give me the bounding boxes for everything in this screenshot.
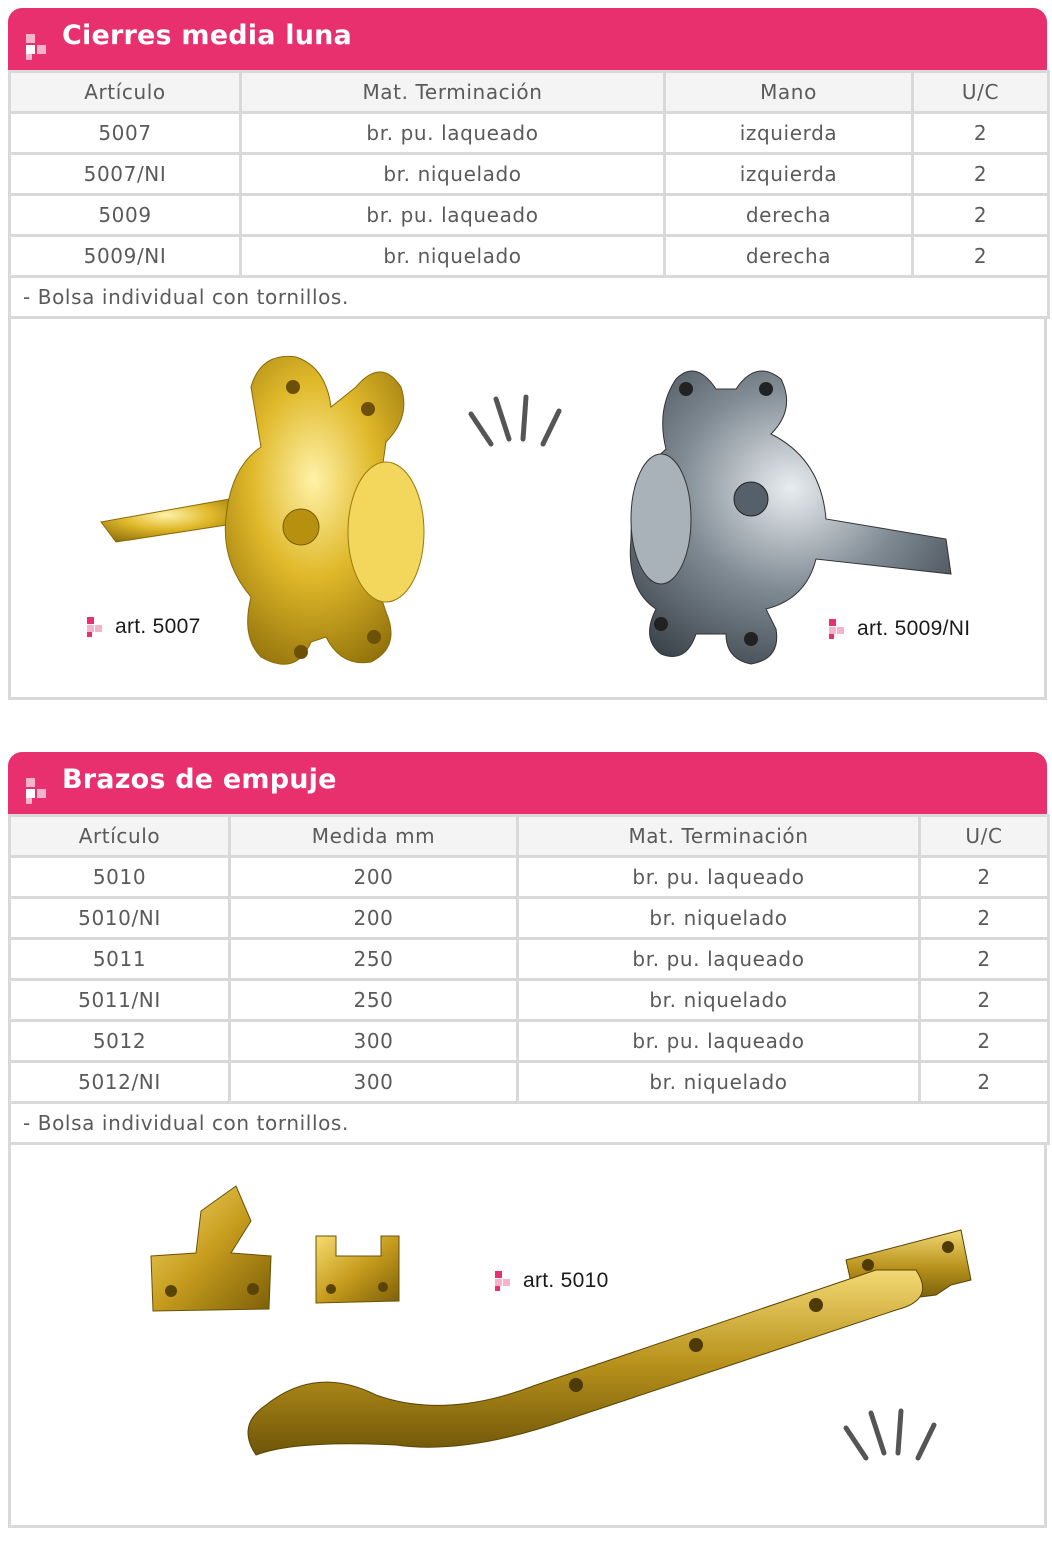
- cell-uc: 2: [913, 236, 1049, 277]
- cell-uc: 2: [920, 1021, 1049, 1062]
- cell-terminacion: br. niquelado: [518, 898, 920, 939]
- cell-articulo: 5007: [10, 113, 241, 154]
- cell-terminacion: br. pu. laqueado: [518, 939, 920, 980]
- cell-terminacion: br. pu. laqueado: [241, 113, 665, 154]
- note-row: [10, 1103, 1049, 1144]
- cell-terminacion: br. pu. laqueado: [518, 1021, 920, 1062]
- packaging-note: - Bolsa individual con tornillos.: [10, 1103, 1049, 1144]
- product-table: [8, 70, 1050, 319]
- cell-terminacion: br. niquelado: [241, 236, 665, 277]
- cell-uc: 2: [920, 980, 1049, 1021]
- caption-art-5010: [495, 1269, 609, 1293]
- column-header: Mat. Terminación: [518, 816, 920, 857]
- cell-mano: izquierda: [665, 154, 913, 195]
- caption-text: art. 5009/NI: [857, 617, 971, 640]
- section-title: Brazos de empuje: [62, 764, 337, 795]
- table-header-row: [10, 816, 1049, 857]
- cell-medida: 300: [230, 1021, 518, 1062]
- column-header: Mano: [665, 72, 913, 113]
- cell-mano: derecha: [665, 236, 913, 277]
- cell-uc: 2: [920, 1062, 1049, 1103]
- cell-uc: 2: [920, 939, 1049, 980]
- caption-art-5009-ni: [829, 617, 970, 641]
- product-table: [8, 814, 1050, 1145]
- screws-image: [836, 1403, 946, 1473]
- column-header: Mat. Terminación: [241, 72, 665, 113]
- cell-uc: 2: [913, 154, 1049, 195]
- column-header: Artículo: [10, 72, 241, 113]
- table-row: [10, 857, 1049, 898]
- squares-marker-icon: [87, 617, 107, 637]
- cell-mano: derecha: [665, 195, 913, 236]
- squares-logo-icon: [26, 34, 52, 60]
- cell-mano: izquierda: [665, 113, 913, 154]
- table-row: [10, 236, 1049, 277]
- column-header: U/C: [913, 72, 1049, 113]
- squares-marker-icon: [495, 1271, 515, 1291]
- section-header: [8, 752, 1047, 814]
- cell-medida: 250: [230, 939, 518, 980]
- cell-medida: 200: [230, 898, 518, 939]
- screws-image: [461, 389, 571, 459]
- column-header: Medida mm: [230, 816, 518, 857]
- cell-uc: 2: [913, 195, 1049, 236]
- table-row: [10, 898, 1049, 939]
- table-row: [10, 939, 1049, 980]
- cell-terminacion: br. niquelado: [241, 154, 665, 195]
- cell-articulo: 5011: [10, 939, 230, 980]
- table-row: [10, 1021, 1049, 1062]
- table-row: [10, 195, 1049, 236]
- product-images: [8, 319, 1047, 700]
- caption-text: art. 5010: [523, 1269, 609, 1292]
- cell-terminacion: br. niquelado: [518, 1062, 920, 1103]
- cell-articulo: 5010/NI: [10, 898, 230, 939]
- caption-art-5007: [87, 615, 201, 639]
- squares-logo-icon: [26, 778, 52, 804]
- caption-text: art. 5007: [115, 615, 201, 638]
- cell-articulo: 5011/NI: [10, 980, 230, 1021]
- section-title: Cierres media luna: [62, 20, 352, 51]
- table-row: [10, 980, 1049, 1021]
- cell-uc: 2: [920, 898, 1049, 939]
- cell-medida: 300: [230, 1062, 518, 1103]
- cell-articulo: 5009/NI: [10, 236, 241, 277]
- cell-articulo: 5009: [10, 195, 241, 236]
- cell-medida: 200: [230, 857, 518, 898]
- table-row: [10, 1062, 1049, 1103]
- cell-terminacion: br. pu. laqueado: [518, 857, 920, 898]
- cell-terminacion: br. niquelado: [518, 980, 920, 1021]
- cell-terminacion: br. pu. laqueado: [241, 195, 665, 236]
- cell-uc: 2: [920, 857, 1049, 898]
- cell-medida: 250: [230, 980, 518, 1021]
- note-row: [10, 277, 1049, 318]
- squares-marker-icon: [829, 619, 849, 639]
- column-header: U/C: [920, 816, 1049, 857]
- product-images: [8, 1145, 1047, 1528]
- section-cierres-media-luna: [8, 8, 1047, 700]
- column-header: Artículo: [10, 816, 230, 857]
- cell-uc: 2: [913, 113, 1049, 154]
- section-brazos-de-empuje: [8, 752, 1047, 1528]
- cell-articulo: 5010: [10, 857, 230, 898]
- table-row: [10, 113, 1049, 154]
- packaging-note: - Bolsa individual con tornillos.: [10, 277, 1049, 318]
- section-header: [8, 8, 1047, 70]
- table-header-row: [10, 72, 1049, 113]
- cell-articulo: 5012/NI: [10, 1062, 230, 1103]
- table-row: [10, 154, 1049, 195]
- cell-articulo: 5012: [10, 1021, 230, 1062]
- cell-articulo: 5007/NI: [10, 154, 241, 195]
